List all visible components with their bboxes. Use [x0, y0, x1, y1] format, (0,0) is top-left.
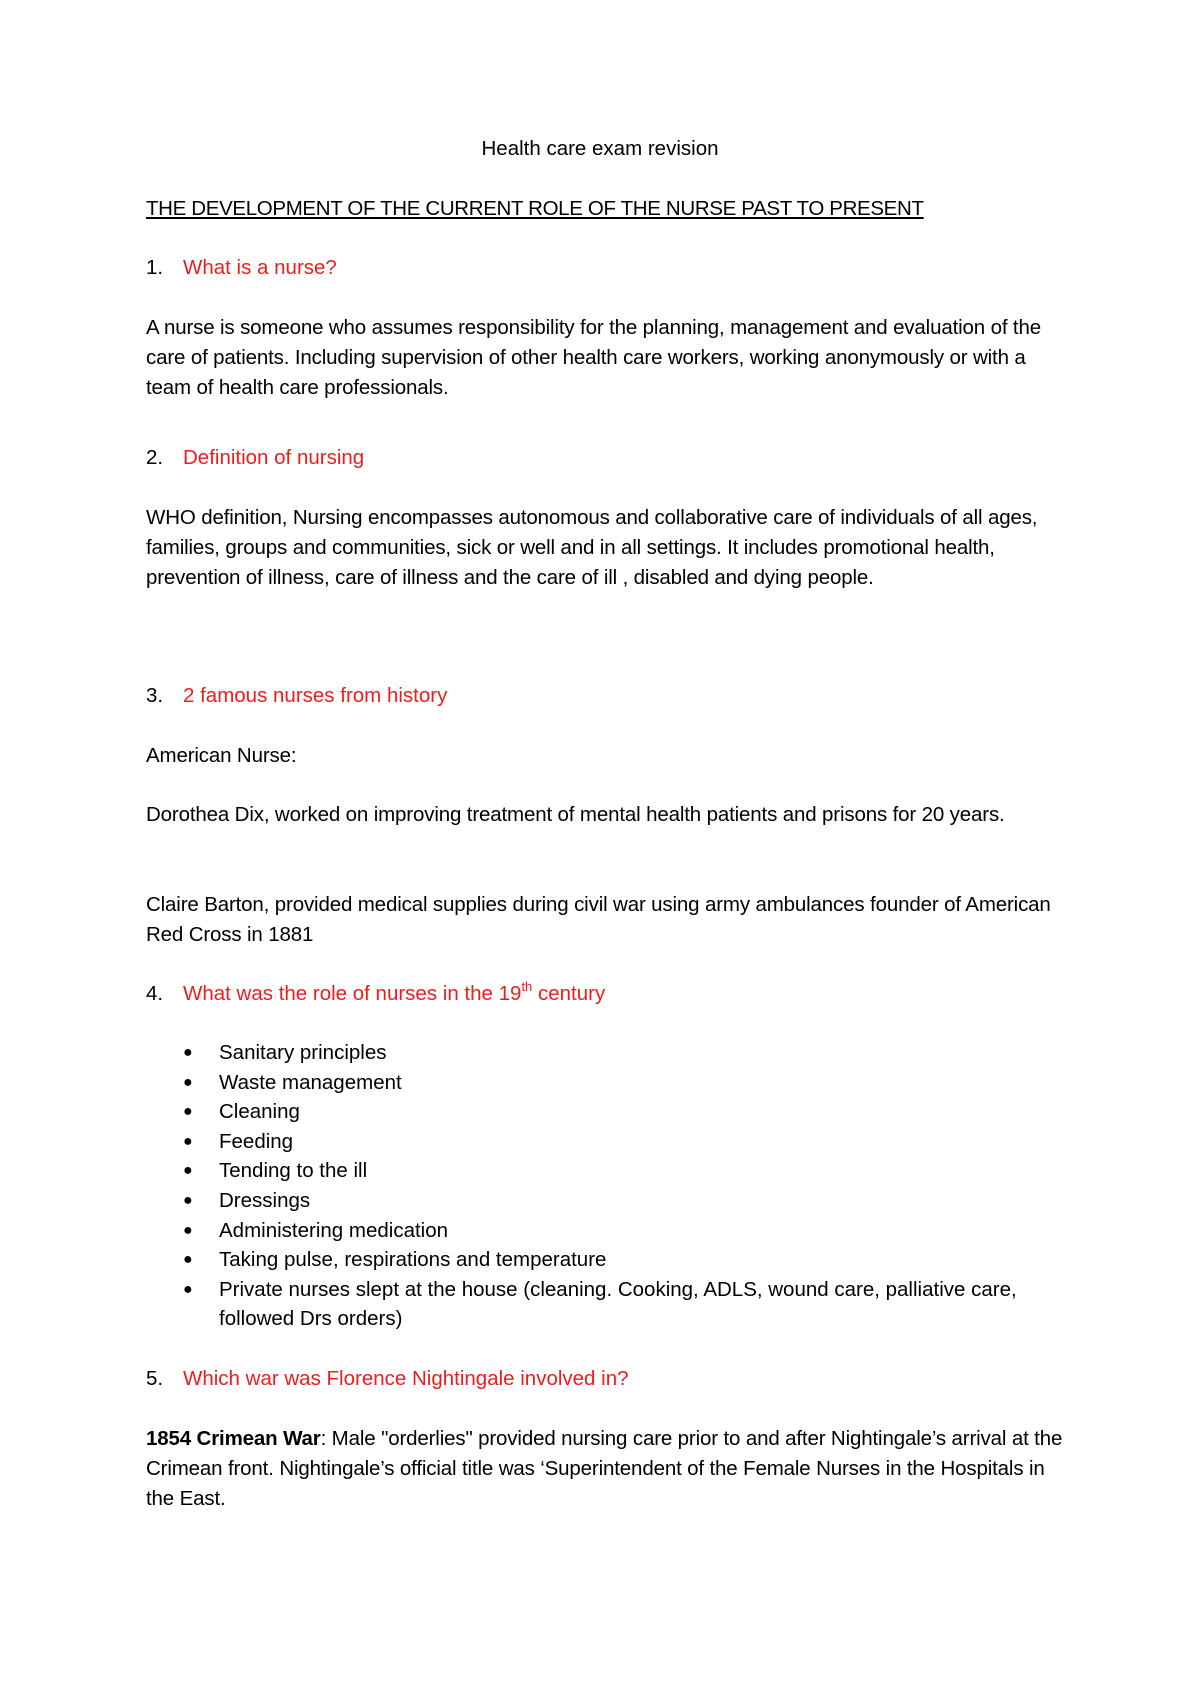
bullet-icon: ● [183, 1073, 193, 1091]
question-number: 3. [146, 684, 164, 707]
question-number: 4. [146, 982, 164, 1005]
bullet-icon: ● [183, 1103, 193, 1121]
answer-1: A nurse is someone who assumes responsibility for the planning, management and evaluation of the care of patients. Including supervision of other health care workers, working anonymously or with a team of health care professionals. [146, 316, 1041, 399]
list-item: ● Waste management [183, 1068, 1063, 1098]
answer-3-claire-barton: Claire Barton, provided medical supplies during civil war using army ambulances founder of American Red Cross in 1881 [146, 893, 1051, 946]
question-2 [146, 443, 1066, 473]
question-3 [146, 681, 1066, 711]
list-item: ● Sanitary principles [183, 1038, 1063, 1068]
question-5 [146, 1364, 1066, 1394]
list-item: ● Private nurses slept at the house (cleaning. Cooking, ADLS, wound care, palliative care, followed Drs orders) [183, 1275, 1063, 1334]
superscript: th [521, 979, 533, 994]
bullet-icon: ● [183, 1132, 193, 1150]
question-text: 2 famous nurses from history [183, 684, 448, 707]
answer-2: WHO definition, Nursing encompasses autonomous and collaborative care of individuals of all ages, families, groups and communities, sick or well and in all settings. It includes promotional health, prevention of illness, care of illness and the care of ill , disabled and dying people. [146, 506, 1038, 589]
question-number: 2. [146, 446, 164, 469]
question-number: 5. [146, 1367, 164, 1390]
bullet-icon: ● [183, 1251, 193, 1269]
nurse-roles-list [183, 1038, 1063, 1334]
question-text: Which war was Florence Nightingale involved in? [183, 1367, 629, 1390]
bullet-icon: ● [183, 1280, 193, 1298]
list-item: ● Tending to the ill [183, 1156, 1063, 1186]
question-4 [146, 979, 1066, 1009]
question-number: 1. [146, 256, 164, 279]
list-item: ● Taking pulse, respirations and temperature [183, 1245, 1063, 1275]
question-text: Definition of nursing [183, 446, 365, 469]
crimean-war-label: 1854 Crimean War [146, 1427, 321, 1450]
list-item: ● Administering medication [183, 1216, 1063, 1246]
bullet-icon: ● [183, 1221, 193, 1239]
answer-5: 1854 Crimean War: Male "orderlies" provided nursing care prior to and after Nightingale’s arrival at the Crimean front. Nightingale’s official title was ‘Superintendent of the Female Nurses in the Hospitals in the East. [146, 1427, 1063, 1510]
question-text: What was the role of nurses in the 19th century [183, 979, 606, 1005]
bullet-icon: ● [183, 1044, 193, 1061]
list-item: ● Cleaning [183, 1097, 1063, 1127]
document-title: Health care exam revision [481, 137, 719, 160]
bullet-icon: ● [183, 1191, 193, 1209]
question-text: What is a nurse? [183, 256, 337, 279]
american-nurse-label: American Nurse: [146, 744, 297, 767]
bullet-icon: ● [183, 1162, 193, 1180]
answer-3-dorothea-dix: Dorothea Dix, worked on improving treatment of mental health patients and prisons for 20 years. [146, 803, 1005, 826]
list-item: ● Dressings [183, 1186, 1063, 1216]
section-heading: THE DEVELOPMENT OF THE CURRENT ROLE OF THE NURSE PAST TO PRESENT [146, 197, 924, 220]
list-item: ● Feeding [183, 1127, 1063, 1157]
question-1 [146, 253, 1066, 283]
